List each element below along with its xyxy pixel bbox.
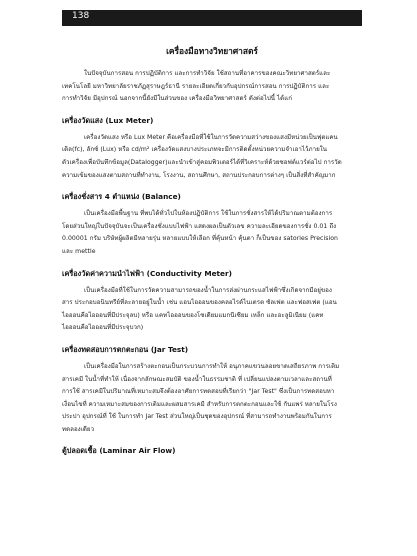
document-body <box>62 44 362 462</box>
section-lux-meter <box>62 116 362 182</box>
section-line: ประปา อุปกรณ์ที่ ใช้ ในการทำ Jar Test ส่วนใหญ่เป็นชุดของอุปกรณ์ ที่สามารถทำงานพร้อมกันในการ <box>62 413 332 421</box>
section-line: สารเคมี ในน้ำที่ทำให้ เนื่องจากลักษณะสมบัติ ของน้ำในธรรมชาติ ที่ เปลี่ยนแปลงตามเวลาและสถานที่ <box>62 375 332 383</box>
section-balance <box>62 192 362 258</box>
section-line: ตัวเครื่องเพื่อบันทึกข้อมูล(Datalogger)และนำเข้าสู่คอมพิวเตอร์ได้ที่วิเคราะห์ด้วยซอฟต์แวร์ต่อไป การวัด <box>62 158 342 166</box>
section-line: เงื่อนไขที่ ความเหมาะสมของการเติมและผสมสารเคมี สำหรับการตกตะกอนและใช้ กันแพร่ หลายในโรง <box>62 400 337 408</box>
section-line: เป็นเครื่องมือที่ใช้ในการวัดความสามารถของน้ำในการส่งผ่านกระแสไฟฟ้าซึ่งเกิดจากมีอยู่ของ <box>84 286 332 294</box>
page-number: 138 <box>72 11 90 21</box>
section-heading: เครื่องวัดค่าความนำไฟฟ้า (Conductivity Meter) <box>62 268 232 278</box>
document-title: เครื่องมือทางวิทยาศาสตร์ <box>166 46 258 56</box>
intro-line: การทำวิจัย มีอุปกรณ์ นอกจากนี้ยังมีในส่วนของ เครื่องมือวิทยาศาสตร์ ดังต่อไปนี้ ได้แก่ <box>62 95 292 103</box>
section-heading: เครื่องชั่งสาร 4 ตำแหน่ง (Balance) <box>62 192 181 202</box>
section-line: ความเข้มของแสงตามสถานที่ทำงาน, โรงงาน, สถานศึกษา, สถานประกอบการต่างๆ เป็นสิ่งที่สำคัญมาก <box>62 171 336 179</box>
page-header-bar <box>62 10 362 26</box>
section-line: เป็นเครื่องมือพื้นฐาน ที่พบได้ทั่วไปในห้องปฏิบัติการ ใช้ในการชั่งสารให้ได้ปริมาณตามต้องการ <box>84 210 333 218</box>
section-line: เดิล(fc), ลักซ์ (Lux) หรือ cd/m² เครื่องวัดแสงบางประเภทจะมีการติดตั้งหน่วยความจำเอาไว้ภายใน <box>62 146 328 154</box>
intro-line: เทคโนโลยี มหาวิทยาลัยราชภัฏสุราษฎร์ธานี รายละเอียดเกี่ยวกับอุปกรณ์การสอน การปฏิบัติการ และ <box>62 82 330 90</box>
section-line: เป็นเครื่องมือในการสร้างตะกอนเป็นกระบวนการทำให้ อนุภาคแขวนลอยขาดเสถียรภาพ การเติม <box>84 362 340 370</box>
section-heading: ตู้ปลอดเชื้อ (Laminar Air Flow) <box>62 446 176 456</box>
intro-paragraph <box>62 68 362 106</box>
section-line: และ mettle <box>62 247 96 255</box>
section-line: 0.00001 กรัม บริษัทผู้ผลิตมีหลายรุ่น หลายแบบให้เลือก ที่คุ้นหน้า คุ้นตา ก็เป็นของ satories Precision <box>62 235 338 243</box>
section-line: โดยส่วนใหญ่ในปัจจุบันจะเป็นเครื่องชั่งแบบไฟฟ้า แสดงผลเป็นตัวเลข ความละเอียดของการชั่ง 0.01 ถึง <box>62 222 337 230</box>
section-jar-test <box>62 345 362 437</box>
section-heading: เครื่องวัดแสง (Lux Meter) <box>62 115 154 125</box>
section-laminar-air-flow <box>62 446 362 457</box>
section-line: ทดลองเดียว <box>62 425 95 433</box>
section-line: การใช้ สารเคมีในปริมาณที่เหมาะสมจึงต้องอาศัยการทดสอบที่เรียกว่า "Jar Test" ซึ่งเป็นการทดสอบหา <box>62 388 335 396</box>
section-line: ไอออนคือไอออนที่มีประจุลบ) หรือ แคทไอออนของโซเดียมแมกนีเซียม เหล็ก และอะลูมิเนียม (แคท <box>62 311 324 319</box>
intro-line: ในปัจจุบันการสอน การปฏิบัติการ และการทำวิจัย ใช้สถานที่อาคารของคณะวิทยาศาสตร์และ <box>84 70 331 77</box>
section-line: ไอออนคือไอออนที่มีประจุบวก) <box>62 324 144 332</box>
section-line: เครื่องวัดแสง หรือ Lux Meter คือเครื่องมือที่ใช้ในการวัดความสว่างของแสงมีหน่วยเป็นฟุตแคน <box>84 133 338 141</box>
section-heading: เครื่องทดสอบการตกตะกอน (Jar Test) <box>62 344 189 354</box>
section-line: สาร ประกอบอนินทรีย์ที่ละลายอยู่ในน้ำ เช่น แอนไอออนของคลอไรด์ไนเตรต ซัลเฟต และฟอสเฟต (แอน <box>62 299 337 307</box>
section-conductivity-meter <box>62 269 362 335</box>
